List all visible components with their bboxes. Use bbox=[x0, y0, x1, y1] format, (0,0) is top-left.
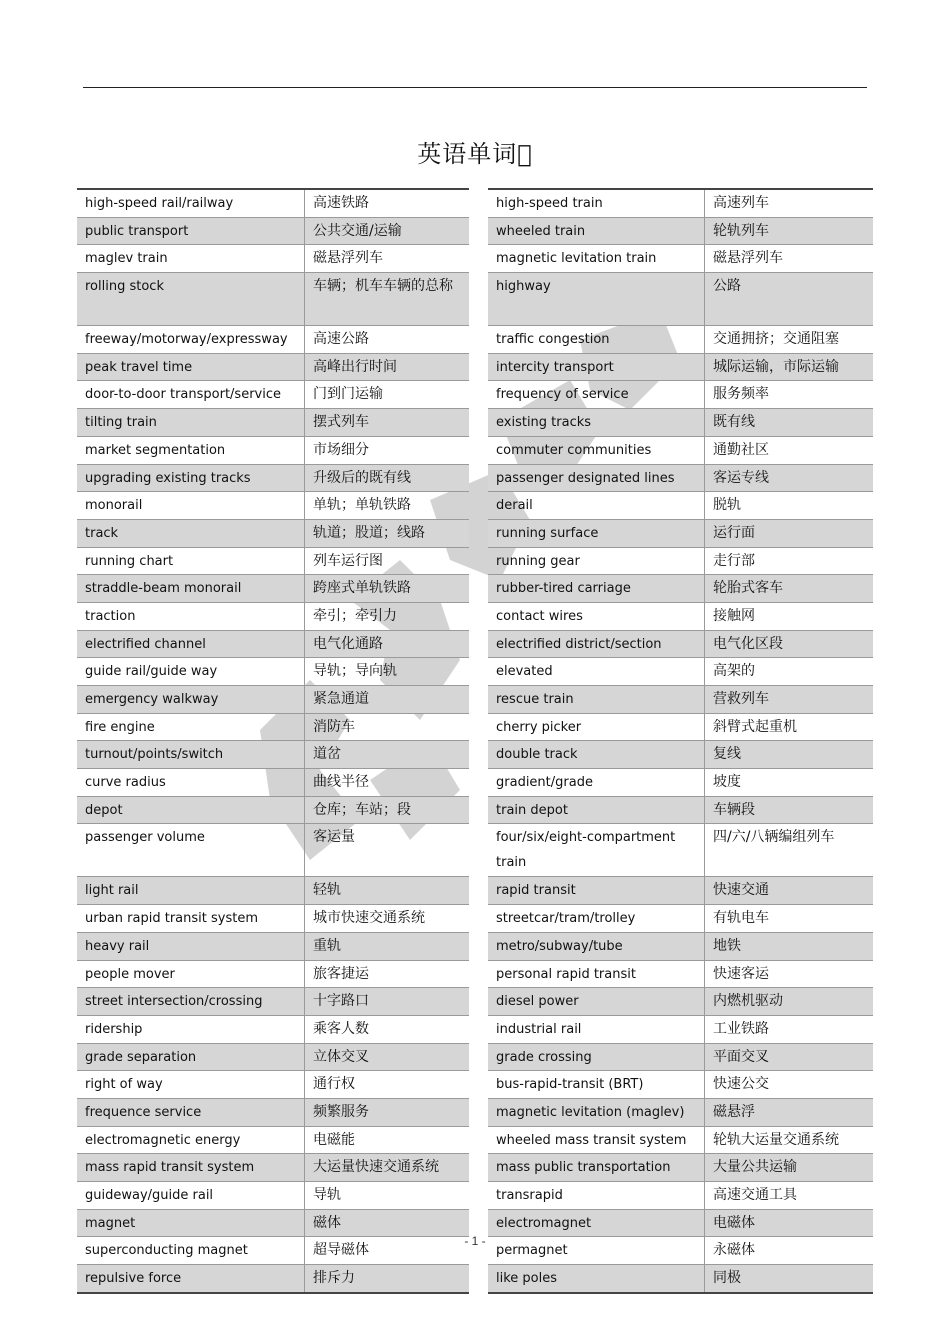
english-term: repulsive force bbox=[77, 1265, 305, 1293]
vocab-row bbox=[77, 1071, 469, 1099]
chinese-term: 电磁体 bbox=[705, 1209, 874, 1237]
vocab-row bbox=[77, 741, 469, 769]
english-term: commuter communities bbox=[488, 436, 705, 464]
english-term: mass rapid transit system bbox=[77, 1154, 305, 1182]
chinese-term: 复线 bbox=[705, 741, 874, 769]
english-term: wheeled train bbox=[488, 217, 705, 245]
chinese-term: 乘客人数 bbox=[305, 1015, 470, 1043]
english-term: electromagnet bbox=[488, 1209, 705, 1237]
vocab-row bbox=[488, 492, 873, 520]
chinese-term: 升级后的既有线 bbox=[305, 464, 470, 492]
vocab-row bbox=[488, 409, 873, 437]
english-term: upgrading existing tracks bbox=[77, 464, 305, 492]
vocab-row bbox=[488, 658, 873, 686]
vocab-row bbox=[488, 713, 873, 741]
vocab-row bbox=[488, 326, 873, 354]
vocab-row bbox=[488, 436, 873, 464]
vocab-row bbox=[77, 575, 469, 603]
vocab-row bbox=[77, 1265, 469, 1293]
vocab-row bbox=[77, 769, 469, 797]
vocab-row bbox=[488, 602, 873, 630]
english-term: curve radius bbox=[77, 769, 305, 797]
vocab-row bbox=[488, 217, 873, 245]
english-term: traction bbox=[77, 602, 305, 630]
chinese-term: 大量公共运输 bbox=[705, 1154, 874, 1182]
english-term: permagnet bbox=[488, 1237, 705, 1265]
vocab-row bbox=[488, 189, 873, 217]
chinese-term: 牵引；牵引力 bbox=[305, 602, 470, 630]
english-term: train depot bbox=[488, 796, 705, 824]
chinese-term: 永磁体 bbox=[705, 1237, 874, 1265]
english-term: market segmentation bbox=[77, 436, 305, 464]
english-term: industrial rail bbox=[488, 1015, 705, 1043]
vocab-row bbox=[77, 547, 469, 575]
header-rule bbox=[83, 87, 867, 88]
english-term: streetcar/tram/trolley bbox=[488, 905, 705, 933]
chinese-term: 通行权 bbox=[305, 1071, 470, 1099]
vocab-row bbox=[77, 245, 469, 273]
english-term: ridership bbox=[77, 1015, 305, 1043]
vocab-row bbox=[488, 905, 873, 933]
vocab-row bbox=[77, 1182, 469, 1210]
vocab-row bbox=[488, 1126, 873, 1154]
english-term: frequency of service bbox=[488, 381, 705, 409]
chinese-term: 导轨；导向轨 bbox=[305, 658, 470, 686]
chinese-term: 高速公路 bbox=[305, 326, 470, 354]
vocab-row bbox=[77, 877, 469, 905]
chinese-term: 仓库；车站；段 bbox=[305, 796, 470, 824]
chinese-term: 重轨 bbox=[305, 932, 470, 960]
chinese-term: 列车运行图 bbox=[305, 547, 470, 575]
english-term: cherry picker bbox=[488, 713, 705, 741]
chinese-term: 市场细分 bbox=[305, 436, 470, 464]
english-term: right of way bbox=[77, 1071, 305, 1099]
chinese-term: 平面交叉 bbox=[705, 1043, 874, 1071]
vocab-table-left bbox=[77, 188, 469, 1294]
vocab-row bbox=[77, 326, 469, 354]
english-term: traffic congestion bbox=[488, 326, 705, 354]
chinese-term: 四/六/八辆编组列车 bbox=[705, 824, 874, 877]
chinese-term: 十字路口 bbox=[305, 988, 470, 1016]
chinese-term: 运行面 bbox=[705, 519, 874, 547]
chinese-term: 轮轨大运量交通系统 bbox=[705, 1126, 874, 1154]
english-term: gradient/grade bbox=[488, 769, 705, 797]
english-term: peak travel time bbox=[77, 353, 305, 381]
chinese-term: 紧急通道 bbox=[305, 686, 470, 714]
chinese-term: 摆式列车 bbox=[305, 409, 470, 437]
english-term: superconducting magnet bbox=[77, 1237, 305, 1265]
chinese-term: 内燃机驱动 bbox=[705, 988, 874, 1016]
english-term: bus-rapid-transit (BRT) bbox=[488, 1071, 705, 1099]
vocab-row bbox=[488, 988, 873, 1016]
chinese-term: 服务频率 bbox=[705, 381, 874, 409]
english-term: transrapid bbox=[488, 1182, 705, 1210]
chinese-term: 快速公交 bbox=[705, 1071, 874, 1099]
english-term: magnetic levitation train bbox=[488, 245, 705, 273]
vocab-row bbox=[77, 464, 469, 492]
chinese-term: 公路 bbox=[705, 273, 874, 326]
chinese-term: 客运专线 bbox=[705, 464, 874, 492]
english-term: guide rail/guide way bbox=[77, 658, 305, 686]
vocab-row bbox=[77, 686, 469, 714]
document-title: 英语单词􀀀 bbox=[417, 140, 533, 168]
english-term: four/six/eight-compartment train bbox=[488, 824, 705, 877]
english-term: street intersection/crossing bbox=[77, 988, 305, 1016]
chinese-term: 曲线半径 bbox=[305, 769, 470, 797]
english-term: like poles bbox=[488, 1265, 705, 1293]
chinese-term: 频繁服务 bbox=[305, 1098, 470, 1126]
vocab-row bbox=[488, 1098, 873, 1126]
english-term: grade separation bbox=[77, 1043, 305, 1071]
chinese-term: 消防车 bbox=[305, 713, 470, 741]
vocab-row bbox=[488, 273, 873, 326]
english-term: electromagnetic energy bbox=[77, 1126, 305, 1154]
vocab-row bbox=[77, 1098, 469, 1126]
english-term: urban rapid transit system bbox=[77, 905, 305, 933]
chinese-term: 快速交通 bbox=[705, 877, 874, 905]
english-term: diesel power bbox=[488, 988, 705, 1016]
vocab-row bbox=[488, 245, 873, 273]
chinese-term: 轮胎式客车 bbox=[705, 575, 874, 603]
chinese-term: 走行部 bbox=[705, 547, 874, 575]
chinese-term: 磁悬浮列车 bbox=[305, 245, 470, 273]
chinese-term: 磁悬浮列车 bbox=[705, 245, 874, 273]
vocab-row bbox=[488, 741, 873, 769]
vocab-row bbox=[488, 1015, 873, 1043]
english-term: fire engine bbox=[77, 713, 305, 741]
english-term: rapid transit bbox=[488, 877, 705, 905]
english-term: contact wires bbox=[488, 602, 705, 630]
english-term: maglev train bbox=[77, 245, 305, 273]
vocab-row bbox=[488, 1154, 873, 1182]
vocab-row bbox=[488, 796, 873, 824]
english-term: personal rapid transit bbox=[488, 960, 705, 988]
vocab-row bbox=[77, 796, 469, 824]
vocab-row bbox=[488, 824, 873, 877]
english-term: passenger volume bbox=[77, 824, 305, 877]
vocab-row bbox=[488, 1043, 873, 1071]
english-term: double track bbox=[488, 741, 705, 769]
chinese-term: 高速交通工具 bbox=[705, 1182, 874, 1210]
chinese-term: 地铁 bbox=[705, 932, 874, 960]
vocab-row bbox=[77, 436, 469, 464]
english-term: rolling stock bbox=[77, 273, 305, 326]
chinese-term: 门到门运输 bbox=[305, 381, 470, 409]
chinese-term: 车辆段 bbox=[705, 796, 874, 824]
vocab-row bbox=[488, 960, 873, 988]
english-term: existing tracks bbox=[488, 409, 705, 437]
vocab-row bbox=[488, 630, 873, 658]
chinese-term: 有轨电车 bbox=[705, 905, 874, 933]
vocab-row bbox=[77, 713, 469, 741]
vocab-row bbox=[77, 658, 469, 686]
english-term: mass public transportation bbox=[488, 1154, 705, 1182]
english-term: frequence service bbox=[77, 1098, 305, 1126]
vocab-row bbox=[488, 547, 873, 575]
chinese-term: 城市快速交通系统 bbox=[305, 905, 470, 933]
vocab-row bbox=[77, 273, 469, 326]
english-term: passenger designated lines bbox=[488, 464, 705, 492]
english-term: public transport bbox=[77, 217, 305, 245]
chinese-term: 脱轨 bbox=[705, 492, 874, 520]
chinese-term: 电气化区段 bbox=[705, 630, 874, 658]
english-term: highway bbox=[488, 273, 705, 326]
vocab-row bbox=[77, 1154, 469, 1182]
vocab-row bbox=[77, 1015, 469, 1043]
chinese-term: 营救列车 bbox=[705, 686, 874, 714]
chinese-term: 轨道；股道；线路 bbox=[305, 519, 470, 547]
vocab-row bbox=[488, 932, 873, 960]
english-term: depot bbox=[77, 796, 305, 824]
vocab-row bbox=[488, 1265, 873, 1293]
vocab-row bbox=[488, 1182, 873, 1210]
chinese-term: 单轨；单轨铁路 bbox=[305, 492, 470, 520]
chinese-term: 轻轨 bbox=[305, 877, 470, 905]
english-term: grade crossing bbox=[488, 1043, 705, 1071]
vocab-row bbox=[488, 769, 873, 797]
chinese-term: 道岔 bbox=[305, 741, 470, 769]
vocab-row bbox=[488, 381, 873, 409]
vocab-row bbox=[77, 932, 469, 960]
vocab-row bbox=[488, 1071, 873, 1099]
vocab-row bbox=[488, 464, 873, 492]
vocab-row bbox=[77, 189, 469, 217]
chinese-term: 城际运输，市际运输 bbox=[705, 353, 874, 381]
english-term: freeway/motorway/expressway bbox=[77, 326, 305, 354]
chinese-term: 同极 bbox=[705, 1265, 874, 1293]
chinese-term: 超导磁体 bbox=[305, 1237, 470, 1265]
english-term: derail bbox=[488, 492, 705, 520]
english-term: heavy rail bbox=[77, 932, 305, 960]
chinese-term: 客运量 bbox=[305, 824, 470, 877]
chinese-term: 导轨 bbox=[305, 1182, 470, 1210]
vocab-row bbox=[488, 877, 873, 905]
chinese-term: 高峰出行时间 bbox=[305, 353, 470, 381]
vocab-row bbox=[77, 217, 469, 245]
english-term: running gear bbox=[488, 547, 705, 575]
english-term: elevated bbox=[488, 658, 705, 686]
chinese-term: 既有线 bbox=[705, 409, 874, 437]
chinese-term: 接触网 bbox=[705, 602, 874, 630]
chinese-term: 高速铁路 bbox=[305, 189, 470, 217]
vocab-row bbox=[77, 381, 469, 409]
vocab-row bbox=[77, 960, 469, 988]
english-term: rescue train bbox=[488, 686, 705, 714]
english-term: turnout/points/switch bbox=[77, 741, 305, 769]
chinese-term: 跨座式单轨铁路 bbox=[305, 575, 470, 603]
chinese-term: 高速列车 bbox=[705, 189, 874, 217]
english-term: wheeled mass transit system bbox=[488, 1126, 705, 1154]
chinese-term: 大运量快速交通系统 bbox=[305, 1154, 470, 1182]
chinese-term: 排斥力 bbox=[305, 1265, 470, 1293]
english-term: rubber-tired carriage bbox=[488, 575, 705, 603]
vocab-row bbox=[77, 1043, 469, 1071]
chinese-term: 斜臂式起重机 bbox=[705, 713, 874, 741]
chinese-term: 交通拥挤；交通阻塞 bbox=[705, 326, 874, 354]
english-term: light rail bbox=[77, 877, 305, 905]
vocab-table-right bbox=[488, 188, 873, 1294]
english-term: door-to-door transport/service bbox=[77, 381, 305, 409]
chinese-term: 公共交通/运输 bbox=[305, 217, 470, 245]
english-term: high-speed train bbox=[488, 189, 705, 217]
chinese-term: 高架的 bbox=[705, 658, 874, 686]
chinese-term: 快速客运 bbox=[705, 960, 874, 988]
vocab-row bbox=[77, 519, 469, 547]
vocab-row bbox=[77, 353, 469, 381]
english-term: high-speed rail/railway bbox=[77, 189, 305, 217]
english-term: people mover bbox=[77, 960, 305, 988]
chinese-term: 工业铁路 bbox=[705, 1015, 874, 1043]
vocab-row bbox=[77, 630, 469, 658]
vocab-row bbox=[488, 1209, 873, 1237]
vocab-row bbox=[488, 353, 873, 381]
vocab-row bbox=[77, 905, 469, 933]
english-term: electrified district/section bbox=[488, 630, 705, 658]
vocab-row bbox=[77, 824, 469, 877]
chinese-term: 车辆；机车车辆的总称 bbox=[305, 273, 470, 326]
chinese-term: 电气化通路 bbox=[305, 630, 470, 658]
english-term: magnet bbox=[77, 1209, 305, 1237]
english-term: magnetic levitation (maglev) bbox=[488, 1098, 705, 1126]
page-number: - 1 - bbox=[464, 1234, 486, 1248]
chinese-term: 轮轨列车 bbox=[705, 217, 874, 245]
chinese-term: 磁体 bbox=[305, 1209, 470, 1237]
vocab-row bbox=[77, 492, 469, 520]
vocab-row bbox=[77, 1209, 469, 1237]
english-term: guideway/guide rail bbox=[77, 1182, 305, 1210]
chinese-term: 电磁能 bbox=[305, 1126, 470, 1154]
english-term: straddle-beam monorail bbox=[77, 575, 305, 603]
english-term: tilting train bbox=[77, 409, 305, 437]
vocab-row bbox=[488, 575, 873, 603]
chinese-term: 旅客捷运 bbox=[305, 960, 470, 988]
vocab-row bbox=[488, 686, 873, 714]
english-term: emergency walkway bbox=[77, 686, 305, 714]
vocab-row bbox=[77, 1126, 469, 1154]
chinese-term: 坡度 bbox=[705, 769, 874, 797]
vocab-row bbox=[77, 602, 469, 630]
english-term: running surface bbox=[488, 519, 705, 547]
english-term: metro/subway/tube bbox=[488, 932, 705, 960]
chinese-term: 通勤社区 bbox=[705, 436, 874, 464]
vocab-row bbox=[488, 519, 873, 547]
chinese-term: 立体交叉 bbox=[305, 1043, 470, 1071]
english-term: running chart bbox=[77, 547, 305, 575]
vocab-row bbox=[77, 988, 469, 1016]
english-term: intercity transport bbox=[488, 353, 705, 381]
chinese-term: 磁悬浮 bbox=[705, 1098, 874, 1126]
vocab-row bbox=[77, 409, 469, 437]
english-term: electrified channel bbox=[77, 630, 305, 658]
english-term: monorail bbox=[77, 492, 305, 520]
english-term: track bbox=[77, 519, 305, 547]
